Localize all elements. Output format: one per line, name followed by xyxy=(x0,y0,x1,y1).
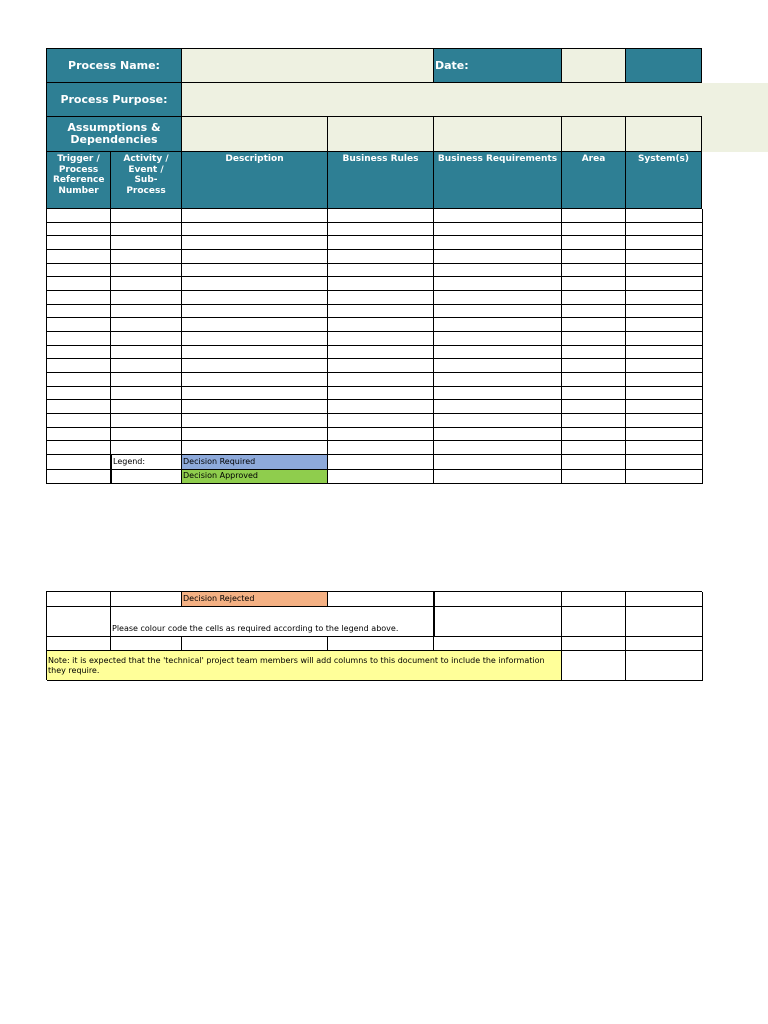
table-row xyxy=(47,209,703,223)
table-cell[interactable] xyxy=(111,209,182,223)
table-cell[interactable] xyxy=(328,400,434,414)
lower-a-c5[interactable] xyxy=(434,592,562,607)
table-cell[interactable] xyxy=(328,236,434,250)
table-cell[interactable] xyxy=(562,209,626,223)
legend-row-1-c6[interactable] xyxy=(562,455,626,470)
table-cell[interactable] xyxy=(111,223,182,237)
table-cell[interactable] xyxy=(562,318,626,332)
legend-row-2-c7[interactable] xyxy=(626,470,703,484)
table-cell[interactable] xyxy=(111,236,182,250)
table-cell[interactable] xyxy=(47,250,111,264)
table-row xyxy=(47,373,703,387)
table-cell[interactable] xyxy=(111,387,182,401)
legend-row-2 xyxy=(46,470,702,484)
table-cell[interactable] xyxy=(47,223,111,237)
table-cell[interactable] xyxy=(434,291,562,305)
lower-a-c1[interactable] xyxy=(47,592,111,607)
table-cell[interactable] xyxy=(562,223,626,237)
assumptions-field-1[interactable] xyxy=(181,116,328,152)
legend-row-2-c2[interactable] xyxy=(111,470,182,484)
legend-row-2-c1[interactable] xyxy=(47,470,111,484)
table-cell[interactable] xyxy=(626,332,703,346)
table-cell[interactable] xyxy=(47,264,111,278)
table-row xyxy=(47,400,703,414)
table-cell[interactable] xyxy=(562,373,626,387)
table-cell[interactable] xyxy=(111,346,182,360)
table-cell[interactable] xyxy=(328,359,434,373)
table-cell[interactable] xyxy=(182,223,328,237)
col-trigger: Trigger / Process Reference Number xyxy=(47,152,111,208)
table-cell[interactable] xyxy=(562,359,626,373)
table-cell[interactable] xyxy=(111,373,182,387)
table-cell[interactable] xyxy=(562,441,626,455)
table-row xyxy=(47,223,703,237)
lower-c-c4[interactable] xyxy=(328,637,434,651)
table-cell[interactable] xyxy=(434,264,562,278)
table-cell[interactable] xyxy=(562,414,626,428)
legend-instruction: Please colour code the cells as required according to the legend above. xyxy=(111,607,434,637)
table-row xyxy=(47,318,703,332)
table-cell[interactable] xyxy=(626,373,703,387)
table-cell[interactable] xyxy=(434,346,562,360)
table-cell[interactable] xyxy=(111,441,182,455)
table-cell[interactable] xyxy=(47,373,111,387)
table-cell[interactable] xyxy=(562,332,626,346)
legend-row-1-c7[interactable] xyxy=(626,455,703,470)
table-cell[interactable] xyxy=(328,305,434,319)
column-header-row xyxy=(46,151,702,209)
table-cell[interactable] xyxy=(434,277,562,291)
table-cell[interactable] xyxy=(111,400,182,414)
table-cell[interactable] xyxy=(626,305,703,319)
table-cell[interactable] xyxy=(626,223,703,237)
table-cell[interactable] xyxy=(182,346,328,360)
table-cell[interactable] xyxy=(47,318,111,332)
table-cell[interactable] xyxy=(434,236,562,250)
table-cell[interactable] xyxy=(328,414,434,428)
table-cell[interactable] xyxy=(434,305,562,319)
table-cell[interactable] xyxy=(562,428,626,442)
date-label-text: Date: xyxy=(435,59,469,72)
lower-c-c1[interactable] xyxy=(47,637,111,651)
table-cell[interactable] xyxy=(111,291,182,305)
table-cell[interactable] xyxy=(47,332,111,346)
col-description: Description xyxy=(182,152,328,208)
lower-c-c5[interactable] xyxy=(434,637,562,651)
table-cell[interactable] xyxy=(182,414,328,428)
legend-row-2-c6[interactable] xyxy=(562,470,626,484)
table-cell[interactable] xyxy=(47,236,111,250)
table-cell[interactable] xyxy=(562,291,626,305)
table-cell[interactable] xyxy=(182,291,328,305)
table-cell[interactable] xyxy=(47,209,111,223)
table-cell[interactable] xyxy=(111,428,182,442)
table-cell[interactable] xyxy=(182,373,328,387)
table-cell[interactable] xyxy=(626,346,703,360)
legend-row-1 xyxy=(46,455,702,470)
table-cell[interactable] xyxy=(47,346,111,360)
table-cell[interactable] xyxy=(182,441,328,455)
table-cell[interactable] xyxy=(434,359,562,373)
table-cell[interactable] xyxy=(111,318,182,332)
table-cell[interactable] xyxy=(182,318,328,332)
table-cell[interactable] xyxy=(182,264,328,278)
table-cell[interactable] xyxy=(111,332,182,346)
assumptions-field-3[interactable] xyxy=(433,116,562,152)
process-template-header xyxy=(46,48,702,152)
table-row xyxy=(47,305,703,319)
table-cell[interactable] xyxy=(182,250,328,264)
table-cell[interactable] xyxy=(626,209,703,223)
table-cell[interactable] xyxy=(562,400,626,414)
note-text: Note: it is expected that the 'technical' project team members will add columns to this document to include the information they require. xyxy=(47,651,562,681)
table-row xyxy=(47,277,703,291)
table-row xyxy=(47,359,703,373)
table-cell[interactable] xyxy=(328,332,434,346)
assumptions-label: Assumptions & Dependencies xyxy=(46,116,182,152)
table-cell[interactable] xyxy=(182,359,328,373)
table-cell[interactable] xyxy=(182,387,328,401)
table-cell[interactable] xyxy=(182,305,328,319)
legend-decision-approved: Decision Approved xyxy=(182,470,328,484)
process-grid xyxy=(46,209,702,455)
table-cell[interactable] xyxy=(182,332,328,346)
process-purpose-field[interactable] xyxy=(181,82,702,117)
table-cell[interactable] xyxy=(328,223,434,237)
table-cell[interactable] xyxy=(434,318,562,332)
table-cell[interactable] xyxy=(328,264,434,278)
table-cell[interactable] xyxy=(434,414,562,428)
table-cell[interactable] xyxy=(562,387,626,401)
table-cell[interactable] xyxy=(626,250,703,264)
legend-row-1-c4[interactable] xyxy=(328,455,434,470)
table-cell[interactable] xyxy=(111,277,182,291)
table-cell[interactable] xyxy=(562,277,626,291)
table-cell[interactable] xyxy=(626,387,703,401)
table-cell[interactable] xyxy=(434,209,562,223)
table-cell[interactable] xyxy=(111,264,182,278)
table-cell[interactable] xyxy=(47,387,111,401)
table-cell[interactable] xyxy=(562,250,626,264)
table-cell[interactable] xyxy=(328,387,434,401)
table-cell[interactable] xyxy=(434,373,562,387)
date-extra-cell xyxy=(625,48,702,83)
legend-row-1-c1[interactable] xyxy=(47,455,111,470)
table-cell[interactable] xyxy=(47,277,111,291)
lower-c-c2[interactable] xyxy=(111,637,182,651)
col-systems: System(s) xyxy=(637,154,690,164)
purpose-overflow-strip xyxy=(702,83,768,152)
table-row xyxy=(47,332,703,346)
table-row xyxy=(47,428,703,442)
date-field[interactable] xyxy=(561,48,626,83)
assumptions-field-2[interactable] xyxy=(327,116,434,152)
table-cell[interactable] xyxy=(328,318,434,332)
table-cell[interactable] xyxy=(626,428,703,442)
process-purpose-label: Process Purpose: xyxy=(46,82,182,117)
table-cell[interactable] xyxy=(328,209,434,223)
table-cell[interactable] xyxy=(626,264,703,278)
table-cell[interactable] xyxy=(111,250,182,264)
table-cell[interactable] xyxy=(182,400,328,414)
lower-c-c6[interactable] xyxy=(562,637,626,651)
legend-row-2-c4[interactable] xyxy=(328,470,434,484)
table-row xyxy=(47,291,703,305)
lower-table xyxy=(46,591,702,680)
table-row xyxy=(47,264,703,278)
lower-b-c5[interactable] xyxy=(434,607,562,637)
lower-a-c4[interactable] xyxy=(328,592,434,607)
table-cell[interactable] xyxy=(626,236,703,250)
table-cell[interactable] xyxy=(47,291,111,305)
table-cell[interactable] xyxy=(434,400,562,414)
table-cell[interactable] xyxy=(626,400,703,414)
assumptions-field-5[interactable] xyxy=(625,116,702,152)
lower-c-c3[interactable] xyxy=(182,637,328,651)
table-cell[interactable] xyxy=(111,414,182,428)
table-cell[interactable] xyxy=(562,305,626,319)
col-area: Area xyxy=(562,152,626,208)
table-cell[interactable] xyxy=(626,414,703,428)
lower-d-c6[interactable] xyxy=(562,651,626,681)
lower-a-c2[interactable] xyxy=(111,592,182,607)
table-cell[interactable] xyxy=(182,236,328,250)
table-row xyxy=(47,236,703,250)
lower-b-c6[interactable] xyxy=(562,607,626,637)
table-cell[interactable] xyxy=(47,441,111,455)
col-business-rules: Business Rules xyxy=(328,152,434,208)
table-cell[interactable] xyxy=(434,387,562,401)
table-cell[interactable] xyxy=(182,209,328,223)
process-name-field[interactable] xyxy=(181,48,434,83)
lower-d-c7[interactable] xyxy=(626,651,703,681)
table-cell[interactable] xyxy=(328,373,434,387)
table-cell[interactable] xyxy=(434,223,562,237)
legend-label: Legend: xyxy=(111,455,182,470)
table-cell[interactable] xyxy=(47,359,111,373)
table-cell[interactable] xyxy=(626,359,703,373)
table-cell[interactable] xyxy=(47,305,111,319)
table-cell[interactable] xyxy=(111,359,182,373)
table-cell[interactable] xyxy=(626,441,703,455)
table-cell[interactable] xyxy=(626,277,703,291)
lower-c-c7[interactable] xyxy=(626,637,703,651)
table-cell[interactable] xyxy=(434,428,562,442)
table-cell[interactable] xyxy=(562,236,626,250)
col-activity: Activity / Event / Sub-Process xyxy=(111,152,182,208)
process-name-label: Process Name: xyxy=(46,48,182,83)
lower-b-c7[interactable] xyxy=(626,607,703,637)
table-cell[interactable] xyxy=(626,318,703,332)
table-cell[interactable] xyxy=(328,250,434,264)
table-cell[interactable] xyxy=(111,305,182,319)
legend-decision-required: Decision Required xyxy=(182,455,328,470)
table-cell[interactable] xyxy=(47,414,111,428)
lower-a-c6[interactable] xyxy=(562,592,626,607)
lower-a-c7[interactable] xyxy=(626,592,703,607)
table-cell[interactable] xyxy=(562,346,626,360)
legend-row-1-c5[interactable] xyxy=(434,455,562,470)
table-cell[interactable] xyxy=(328,291,434,305)
date-label xyxy=(433,48,562,83)
legend-decision-rejected: Decision Rejected xyxy=(182,592,328,607)
table-cell[interactable] xyxy=(47,400,111,414)
lower-b-c1[interactable] xyxy=(47,607,111,637)
table-row xyxy=(47,250,703,264)
table-cell[interactable] xyxy=(182,428,328,442)
col-business-requirements: Business Requirements xyxy=(434,152,562,208)
table-cell[interactable] xyxy=(328,441,434,455)
table-cell[interactable] xyxy=(434,441,562,455)
table-cell[interactable] xyxy=(328,346,434,360)
table-cell[interactable] xyxy=(328,428,434,442)
table-cell[interactable] xyxy=(626,291,703,305)
table-row xyxy=(47,346,703,360)
table-row xyxy=(47,441,703,455)
legend-row-2-c5[interactable] xyxy=(434,470,562,484)
table-cell[interactable] xyxy=(434,332,562,346)
table-cell[interactable] xyxy=(328,277,434,291)
table-cell[interactable] xyxy=(182,277,328,291)
table-cell[interactable] xyxy=(562,264,626,278)
table-row xyxy=(47,414,703,428)
table-cell[interactable] xyxy=(47,428,111,442)
assumptions-field-4[interactable] xyxy=(561,116,626,152)
table-row xyxy=(47,387,703,401)
table-cell[interactable] xyxy=(434,250,562,264)
